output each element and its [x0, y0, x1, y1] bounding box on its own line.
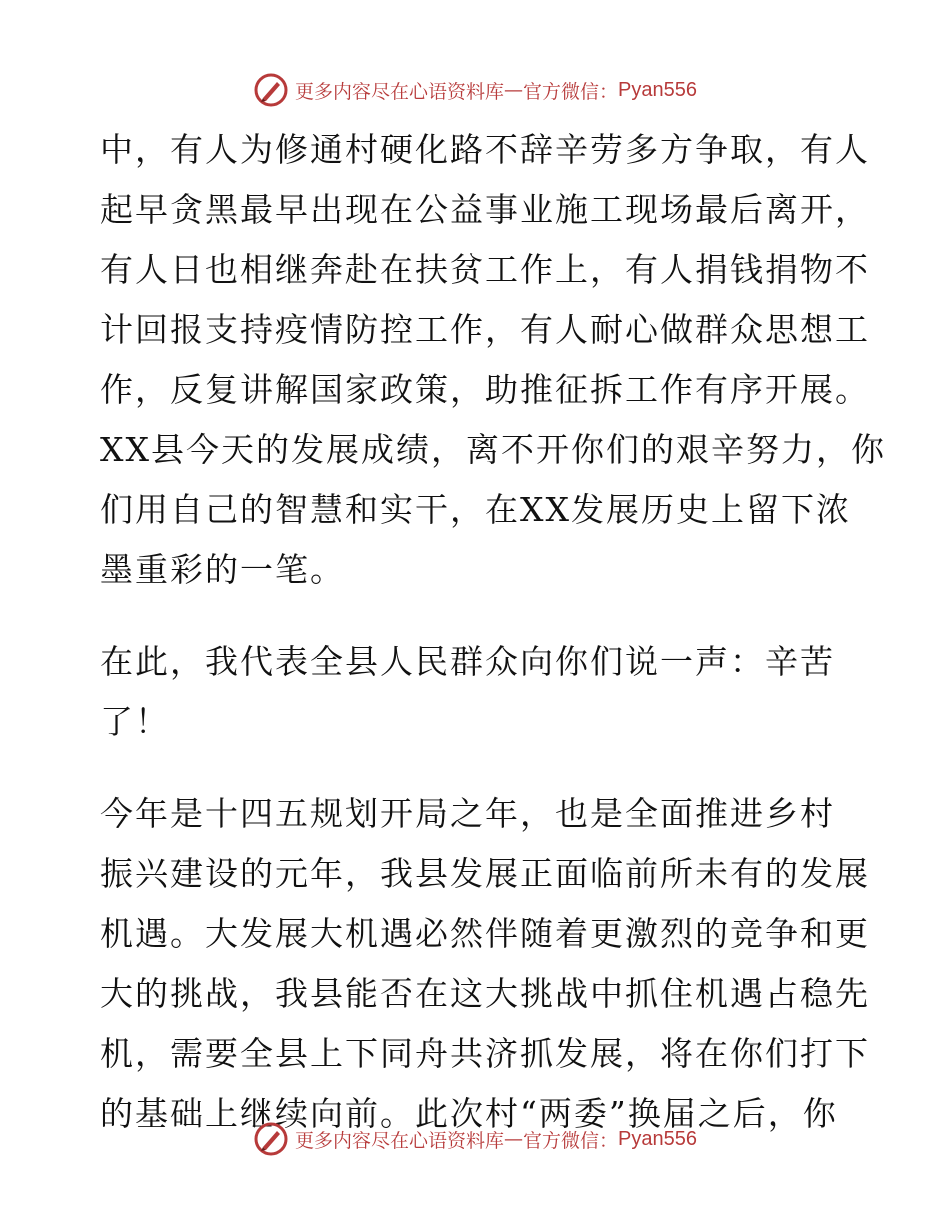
header-banner: [0, 70, 950, 110]
document-body: [100, 120, 886, 1144]
text-line: 今年是十四五规划开局之年，也是全面推进乡村: [100, 794, 835, 833]
header-text: 更多内容尽在心语资料库: [295, 80, 505, 103]
header-dash: —: [504, 79, 524, 101]
paragraph-gap: [100, 752, 860, 784]
header-wechat-id: Pyan556: [618, 78, 697, 101]
footer-wechat-label: 官方微信：: [523, 1129, 619, 1152]
pen-logo-icon: [253, 1121, 289, 1157]
paragraph: [100, 632, 860, 752]
text-line: 大的挑战，我县能否在这大挑战中抓住机遇占稳先: [100, 974, 870, 1013]
pen-logo-icon: [253, 72, 289, 108]
paragraph: [100, 784, 870, 1144]
text-line: 了！: [100, 702, 170, 741]
text-line: 机遇。大发展大机遇必然伴随着更激烈的竞争和更: [100, 914, 870, 953]
text-line: 中，有人为修通村硬化路不辞辛劳多方争取，有人: [100, 130, 870, 169]
text-line: 墨重彩的一笔。: [100, 550, 345, 589]
paragraph: [100, 120, 886, 600]
footer-dash: —: [504, 1128, 524, 1150]
text-line: 的基础上继续向前。此次村“两委”换届之后，你: [100, 1094, 838, 1133]
header-wechat-label: 官方微信：: [523, 80, 619, 103]
footer-text: 更多内容尽在心语资料库: [295, 1129, 505, 1152]
text-line: 计回报支持疫情防控工作，有人耐心做群众思想工: [100, 310, 870, 349]
text-line: 在此，我代表全县人民群众向你们说一声：辛苦: [100, 642, 835, 681]
paragraph-gap: [100, 600, 860, 632]
footer-wechat-id: Pyan556: [618, 1127, 697, 1150]
text-line: 起早贪黑最早出现在公益事业施工现场最后离开，: [100, 190, 870, 229]
text-line: 有人日也相继奔赴在扶贫工作上，有人捐钱捐物不: [100, 250, 870, 289]
text-line: 们用自己的智慧和实干，在XX发展历史上留下浓: [100, 490, 851, 529]
text-line: 作，反复讲解国家政策，助推征拆工作有序开展。: [100, 370, 870, 409]
footer-banner: [0, 1119, 950, 1159]
text-line: 振兴建设的元年，我县发展正面临前所未有的发展: [100, 854, 870, 893]
text-line: XX县今天的发展成绩，离不开你们的艰辛努力，你: [100, 430, 886, 469]
text-line: 机，需要全县上下同舟共济抓发展，将在你们打下: [100, 1034, 870, 1073]
